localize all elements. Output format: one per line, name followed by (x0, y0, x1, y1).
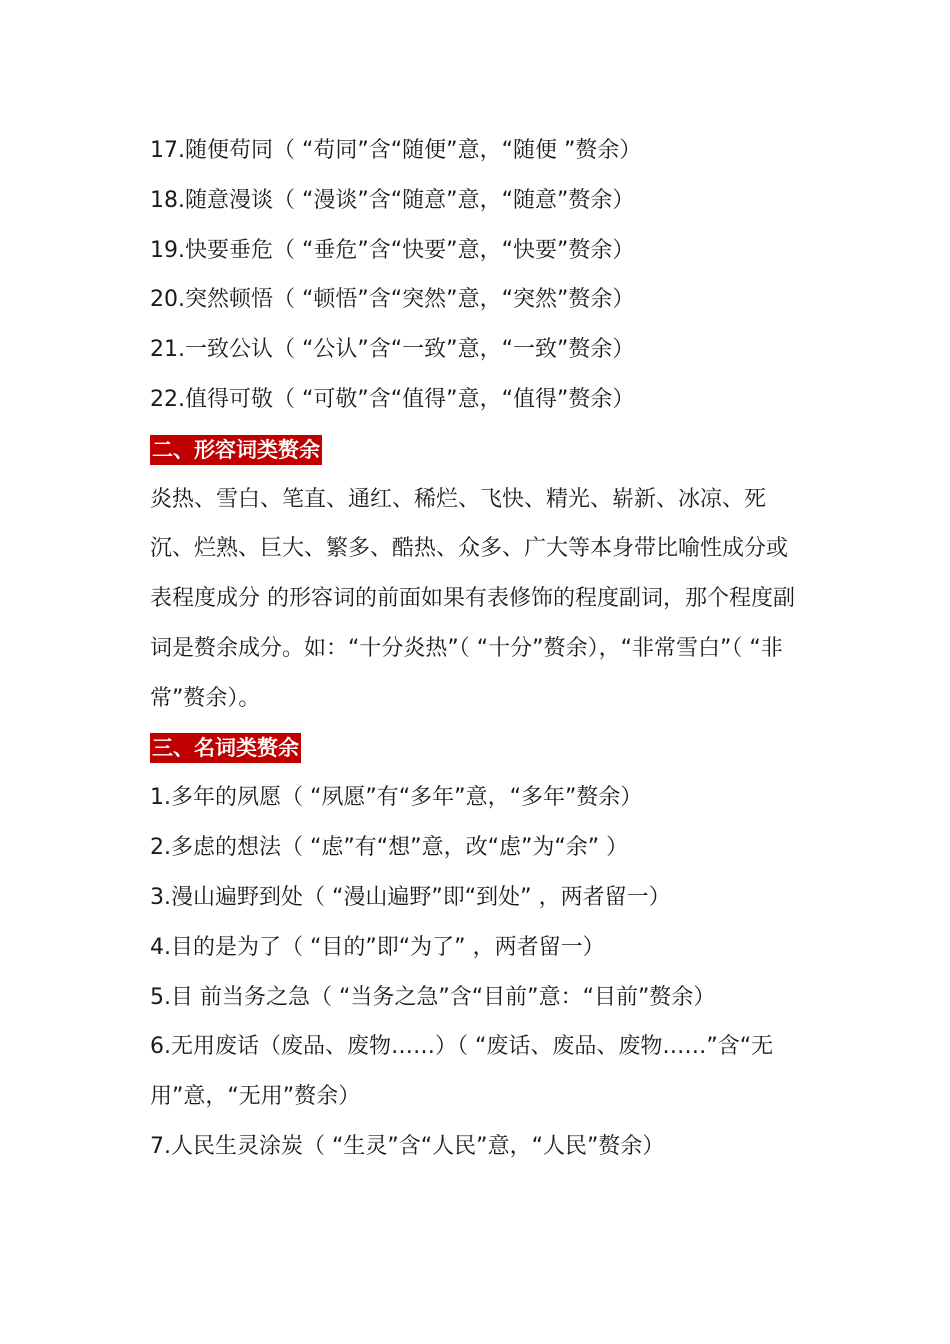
list-item: 18.随意漫谈（ “漫谈”含“随意”意，“随意”赘余） (150, 187, 635, 213)
list-item: 19.快要垂危（ “垂危”含“快要”意，“快要”赘余） (150, 237, 635, 263)
list-item: 5.目 前当务之急（ “当务之急”含“目前”意：“目前”赘余） (150, 984, 716, 1010)
list-item: 2.多虑的想法（ “虑”有“想”意，改“虑”为“余” ） (150, 835, 629, 861)
list-item: 7.人民生灵涂炭（ “生灵”含“人民”意，“人民”赘余） (150, 1133, 665, 1159)
list-item: 6.无用废话（废品、废物……）（ “废话、废品、废物……”含“无用”意，“无用”赘余） (150, 1034, 774, 1110)
section-paragraph: 炎热、雪白、笔直、通红、稀烂、飞快、精光、崭新、冰凉、死沉、烂熟、巨大、繁多、酷热、众多、广大等本身带比喻性成分或表程度成分 的形容词的前面如果有表修饰的程度副词，那个程度副词是赘余成分。如：“十分炎热”（ “十分”赘余），“非常雪白”（ “非常”赘余）。 (150, 486, 795, 711)
section-heading-nouns (150, 724, 802, 774)
list-item: 3.漫山遍野到处（ “漫山遍野”即“到处” ，两者留一） (150, 884, 671, 910)
section-heading-adjectives (150, 425, 802, 475)
list-item: 17.随便苟同（ “苟同”含“随便”意，“随便 ”赘余） (150, 138, 642, 163)
list-item: 4.目的是为了（ “目的”即“为了” ，两者留一） (150, 934, 605, 960)
list-item: 22.值得可敬（ “可敬”含“值得”意，“值得”赘余） (150, 386, 635, 412)
list-item: 20.突然顿悟（ “顿悟”含“突然”意，“突然”赘余） (150, 287, 635, 313)
document-page (150, 126, 802, 1172)
section-heading-label: 三、名词类赘余 (150, 733, 301, 763)
list-item: 1.多年的夙愿（ “夙愿”有“多年”意，“多年”赘余） (150, 785, 643, 811)
section-heading-label: 二、形容词类赘余 (150, 435, 322, 465)
list-item: 21.一致公认（ “公认”含“一致”意，“一致”赘余） (150, 337, 635, 363)
